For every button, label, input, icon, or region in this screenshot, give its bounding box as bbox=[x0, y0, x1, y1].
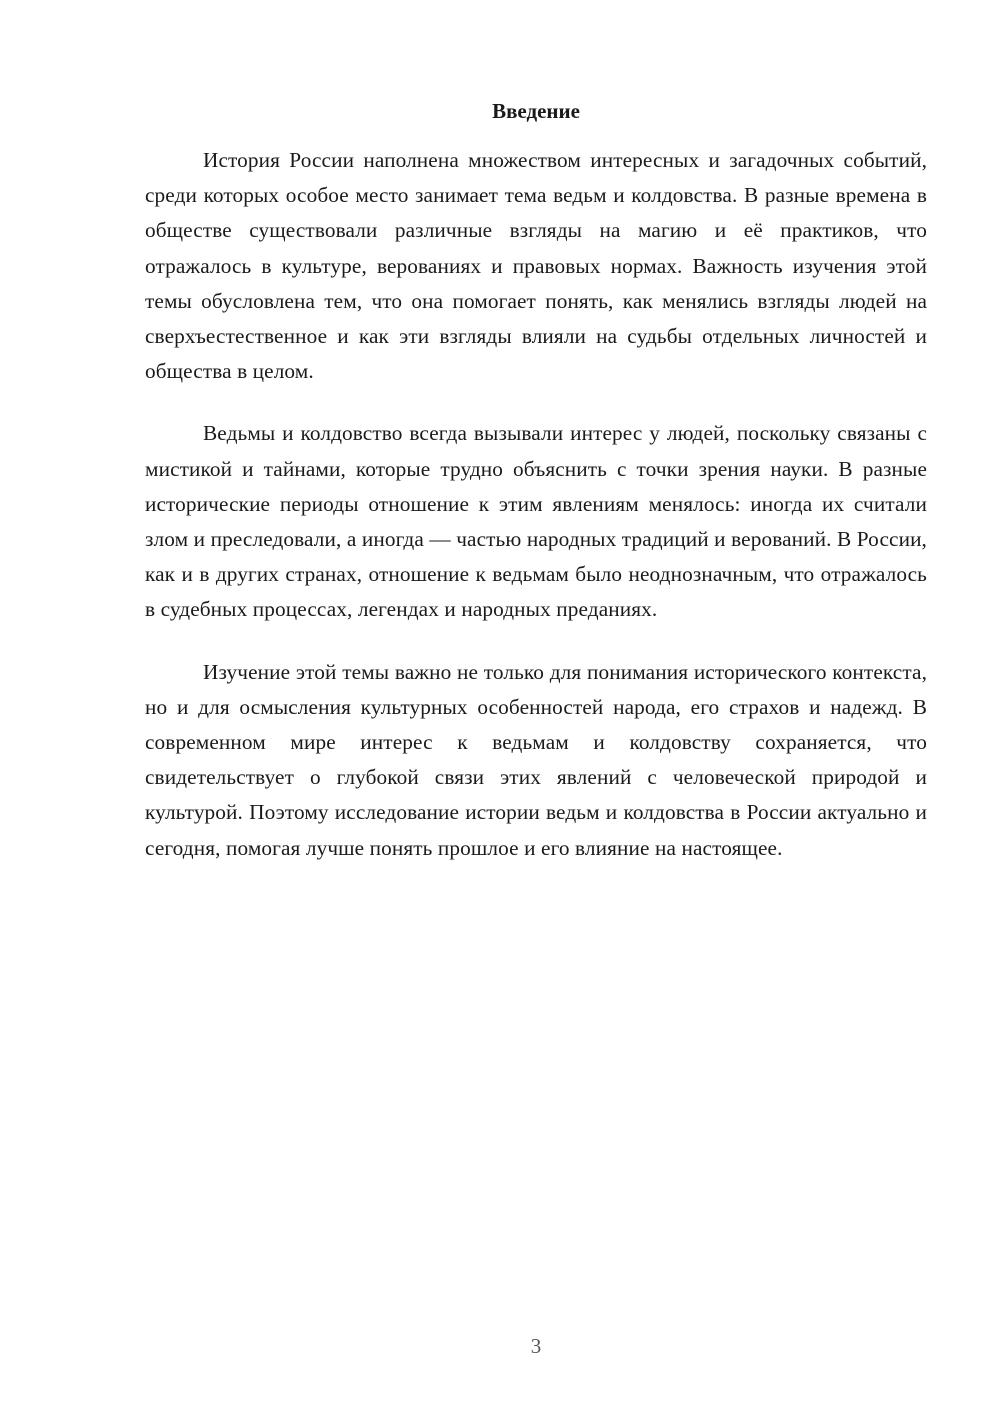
body-text bbox=[145, 143, 927, 893]
paragraph-3: Изучение этой темы важно не только для понимания исторического контекста, но и для осмысления культурных особенностей народа, его страхов и надежд. В современном мире интерес к ведьмам и колдовству сохраняется, что свидетельствует о глубокой связи этих явлений с человеческой природой и культурой. Поэтому исследование истории ведьм и колдовства в России актуально и сегодня, помогая лучше понять прошлое и его влияние на настоящее. bbox=[145, 659, 927, 860]
paragraph-1: История России наполнена множеством интересных и загадочных событий, среди которых особое место занимает тема ведьм и колдовства. В разные времена в обществе существовали различные взгляды на магию и её практиков, что отражалось в культуре, верованиях и правовых нормах. Важность изучения этой темы обусловлена тем, что она помогает понять, как менялись взгляды людей на сверхъестественное и как эти взгляды влияли на судьбы отдельных личностей и общества в целом. bbox=[145, 148, 927, 384]
page-number: 3 bbox=[530, 1334, 542, 1358]
section-heading: Введение bbox=[492, 99, 580, 123]
paragraph-2: Ведьмы и колдовство всегда вызывали интерес у людей, поскольку связаны с мистикой и тайнами, которые трудно объяснить с точки зрения науки. В разные исторические периоды отношение к этим явлениям менялось: иногда их считали злом и преследовали, а иногда — частью народных традиций и верований. В России, как и в других странах, отношение к ведьмам было неоднозначным, что отражалось в судебных процессах, легендах и народных преданиях. bbox=[145, 421, 927, 622]
